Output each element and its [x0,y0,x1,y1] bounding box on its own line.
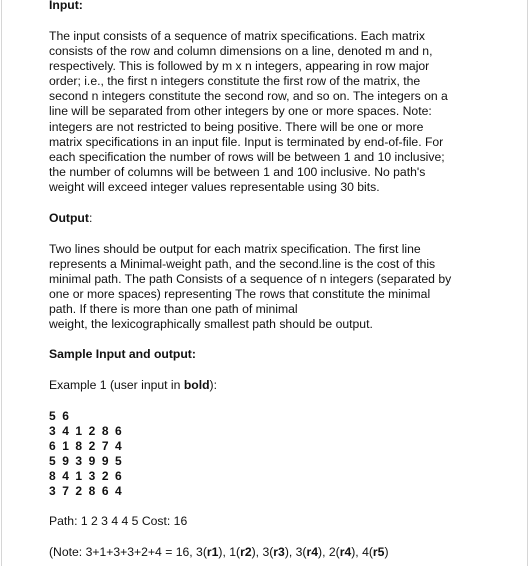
sample-input-line: 3 4 1 2 8 6 [49,424,124,438]
note-row: r1 [206,545,219,559]
document-page [1,0,528,566]
example-suffix: ): [209,378,217,392]
output-line: Two lines should be output for each matrix specification. The first line [49,242,421,256]
note-row: r4 [306,545,319,559]
note-sep: ), 1( [218,545,241,559]
example-caption [49,378,519,393]
output-line: one or more spaces) representing The rows that constitute the minimal [49,287,431,302]
example-bold: bold [183,378,210,392]
note-row: r2 [240,545,252,559]
sample-input-line: 6 1 8 2 7 4 [49,439,124,453]
input-line: respectively. This is followed by m x n integers, appearing in row major [49,59,430,74]
note-sep: ), 2( [318,545,340,559]
example-prefix: Example 1 (user input in [49,378,184,392]
note-sep: ), 4( [351,545,373,559]
sample-heading: Sample Input and output: [49,347,196,361]
output-heading-label: Output [49,211,89,225]
note-sep: ), 3( [284,545,307,559]
output-heading-colon: : [88,211,93,225]
sample-input-line: 8 4 1 3 2 6 [49,469,124,483]
output-line: minimal path. The path Consists of a sequence of n integers (separated by [49,272,452,287]
input-line: matrix specifications in an input file. Input is terminated by end-of-file. For [49,134,444,149]
output-description [49,242,519,333]
sample-input-line: 5 6 [49,409,71,423]
note-row: r5 [372,545,385,559]
sample-input [49,409,519,499]
input-line: each specification the number of rows will be between 1 and 10 inclusive; [49,149,445,164]
input-line: integers are not restricted to being positive. There will be one or more [49,119,424,134]
output-line: weight, the lexicographically smallest path should be output. [49,317,373,332]
input-heading: Input: [49,0,83,12]
note-sep: ) [384,545,389,559]
note-row: r3 [273,545,285,559]
input-line: weight will exceed integer values representable using 30 bits. [49,179,380,194]
input-line: consists of the row and column dimensions on a line, denoted m and n, [49,44,433,59]
input-line: order; i.e., the first n integers constitute the first row of the matrix, the [49,74,421,89]
note [49,545,519,560]
path-output: Path: 1 2 3 4 4 5 Cost: 16 [49,514,188,528]
input-description [49,29,519,195]
input-line: line will be separated from other integers by one or more spaces. Note: [49,104,432,119]
input-line: The input consists of a sequence of matrix specifications. Each matrix [49,29,425,43]
output-line: represents a Minimal-weight path, and the second.line is the cost of this [49,257,436,272]
input-line: the number of columns will be between 1 and 100 inclusive. No path's [49,164,426,179]
note-row: r4 [339,545,352,559]
note-prefix: (Note: 3+1+3+3+2+4 = 16, 3( [49,545,207,559]
output-heading [49,211,519,226]
sample-input-line: 5 9 3 9 9 5 [49,454,124,468]
output-line: path. If there is more than one path of minimal [49,302,298,317]
input-line: second n integers constitute the second row, and so on. The integers on a [49,89,448,104]
note-sep: ), 3( [251,545,274,559]
sample-input-line: 3 7 2 8 6 4 [49,484,124,498]
